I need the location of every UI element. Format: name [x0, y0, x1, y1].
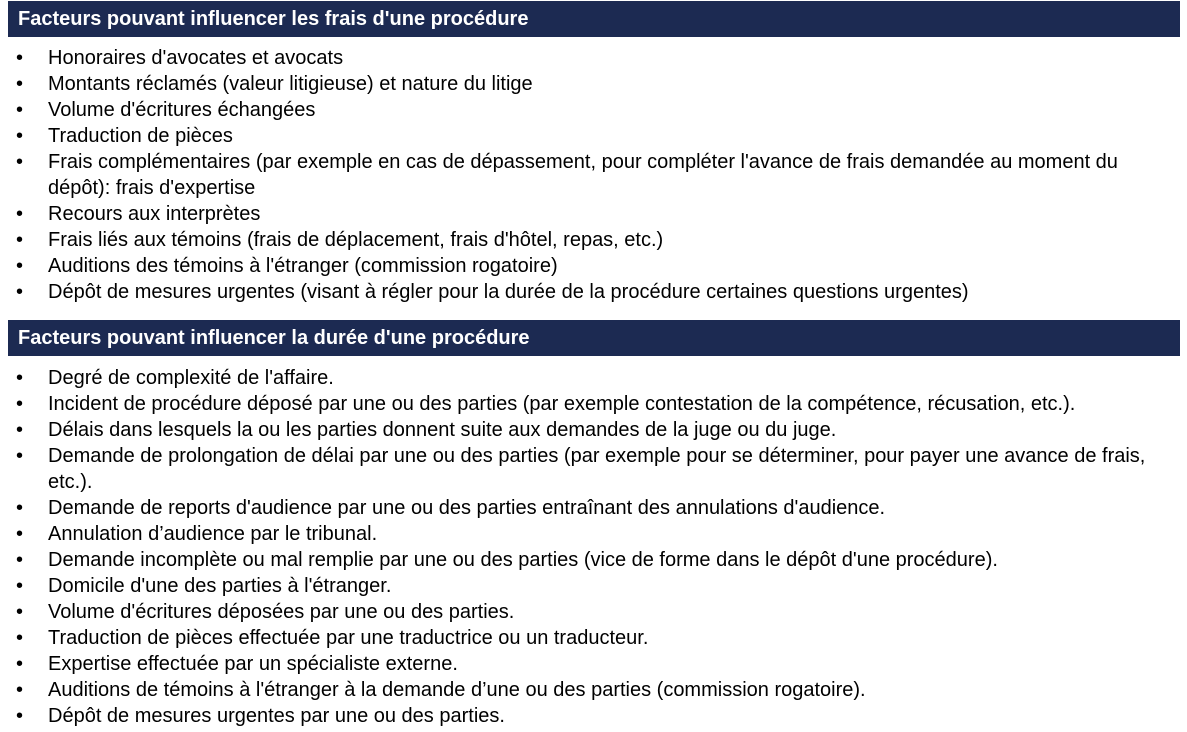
bullet-icon: •: [16, 393, 24, 415]
list-item: [8, 45, 1183, 71]
list-item-text: Honoraires d'avocates et avocats: [48, 47, 344, 69]
list-item: [8, 443, 1183, 495]
bullet-icon: •: [16, 497, 24, 519]
list-item-text: Demande de prolongation de délai par une ou des parties (par exemple pour se déterminer, pour payer une avance de frais, etc.).: [48, 445, 1146, 493]
section-header-costs: [8, 1, 1180, 37]
bullet-icon: •: [16, 73, 24, 95]
list-item: [8, 417, 1183, 443]
list-item: [8, 547, 1183, 573]
list-item-text: Traduction de pièces effectuée par une traductrice ou un traducteur.: [48, 627, 649, 649]
costs-factor-list: [8, 45, 1183, 305]
list-item-text: Frais liés aux témoins (frais de déplacement, frais d'hôtel, repas, etc.): [48, 229, 664, 251]
list-item-text: Incident de procédure déposé par une ou des parties (par exemple contestation de la compétence, récusation, etc.).: [48, 393, 1076, 415]
bullet-icon: •: [16, 367, 24, 389]
list-item-text: Auditions de témoins à l'étranger à la demande d’une ou des parties (commission rogatoire).: [48, 679, 866, 701]
list-item-text: Dépôt de mesures urgentes (visant à régler pour la durée de la procédure certaines questions urgentes): [48, 281, 969, 303]
list-item-text: Volume d'écritures échangées: [48, 99, 316, 121]
bullet-icon: •: [16, 705, 24, 727]
list-item: [8, 201, 1183, 227]
list-item-text: Demande de reports d'audience par une ou des parties entraînant des annulations d'audience.: [48, 497, 886, 519]
list-item-text: Volume d'écritures déposées par une ou des parties.: [48, 601, 515, 623]
list-item-text: Délais dans lesquels la ou les parties donnent suite aux demandes de la juge ou du juge.: [48, 419, 837, 441]
list-item-text: Demande incomplète ou mal remplie par une ou des parties (vice de forme dans le dépôt d'une procédure).: [48, 549, 998, 571]
bullet-icon: •: [16, 575, 24, 597]
list-item: [8, 703, 1183, 729]
bullet-icon: •: [16, 601, 24, 623]
list-item: [8, 625, 1183, 651]
bullet-icon: •: [16, 125, 24, 147]
list-item: [8, 365, 1183, 391]
section-header-duration: [8, 320, 1180, 356]
list-item-text: Frais complémentaires (par exemple en cas de dépassement, pour compléter l'avance de frais demandée au moment du dépôt): frais d'expertise: [48, 151, 1118, 199]
bullet-icon: •: [16, 679, 24, 701]
list-item: [8, 573, 1183, 599]
bullet-icon: •: [16, 151, 24, 173]
list-item-text: Domicile d'une des parties à l'étranger.: [48, 575, 392, 597]
bullet-icon: •: [16, 445, 24, 467]
duration-factor-list: [8, 365, 1183, 729]
bullet-icon: •: [16, 255, 24, 277]
list-item-text: Montants réclamés (valeur litigieuse) et nature du litige: [48, 73, 533, 95]
list-item: [8, 149, 1183, 201]
list-item-text: Expertise effectuée par un spécialiste externe.: [48, 653, 458, 675]
section-title-costs: Facteurs pouvant influencer les frais d'une procédure: [18, 7, 529, 30]
list-item: [8, 391, 1183, 417]
bullet-icon: •: [16, 203, 24, 225]
list-item-text: Dépôt de mesures urgentes par une ou des parties.: [48, 705, 505, 727]
list-item-text: Annulation d’audience par le tribunal.: [48, 523, 378, 545]
bullet-icon: •: [16, 653, 24, 675]
list-item: [8, 651, 1183, 677]
list-item: [8, 599, 1183, 625]
bullet-icon: •: [16, 523, 24, 545]
list-item-text: Recours aux interprètes: [48, 203, 261, 225]
list-item-text: Traduction de pièces: [48, 125, 233, 147]
bullet-icon: •: [16, 627, 24, 649]
list-item: [8, 279, 1183, 305]
bullet-icon: •: [16, 549, 24, 571]
list-item: [8, 495, 1183, 521]
section-title-duration: Facteurs pouvant influencer la durée d'une procédure: [18, 326, 530, 349]
list-item-text: Degré de complexité de l'affaire.: [48, 367, 334, 389]
bullet-icon: •: [16, 47, 24, 69]
list-item: [8, 71, 1183, 97]
bullet-icon: •: [16, 419, 24, 441]
bullet-icon: •: [16, 281, 24, 303]
list-item: [8, 521, 1183, 547]
bullet-icon: •: [16, 229, 24, 251]
list-item: [8, 677, 1183, 703]
list-item: [8, 123, 1183, 149]
bullet-icon: •: [16, 99, 24, 121]
list-item: [8, 253, 1183, 279]
list-item: [8, 97, 1183, 123]
list-item-text: Auditions des témoins à l'étranger (commission rogatoire): [48, 255, 558, 277]
list-item: [8, 227, 1183, 253]
